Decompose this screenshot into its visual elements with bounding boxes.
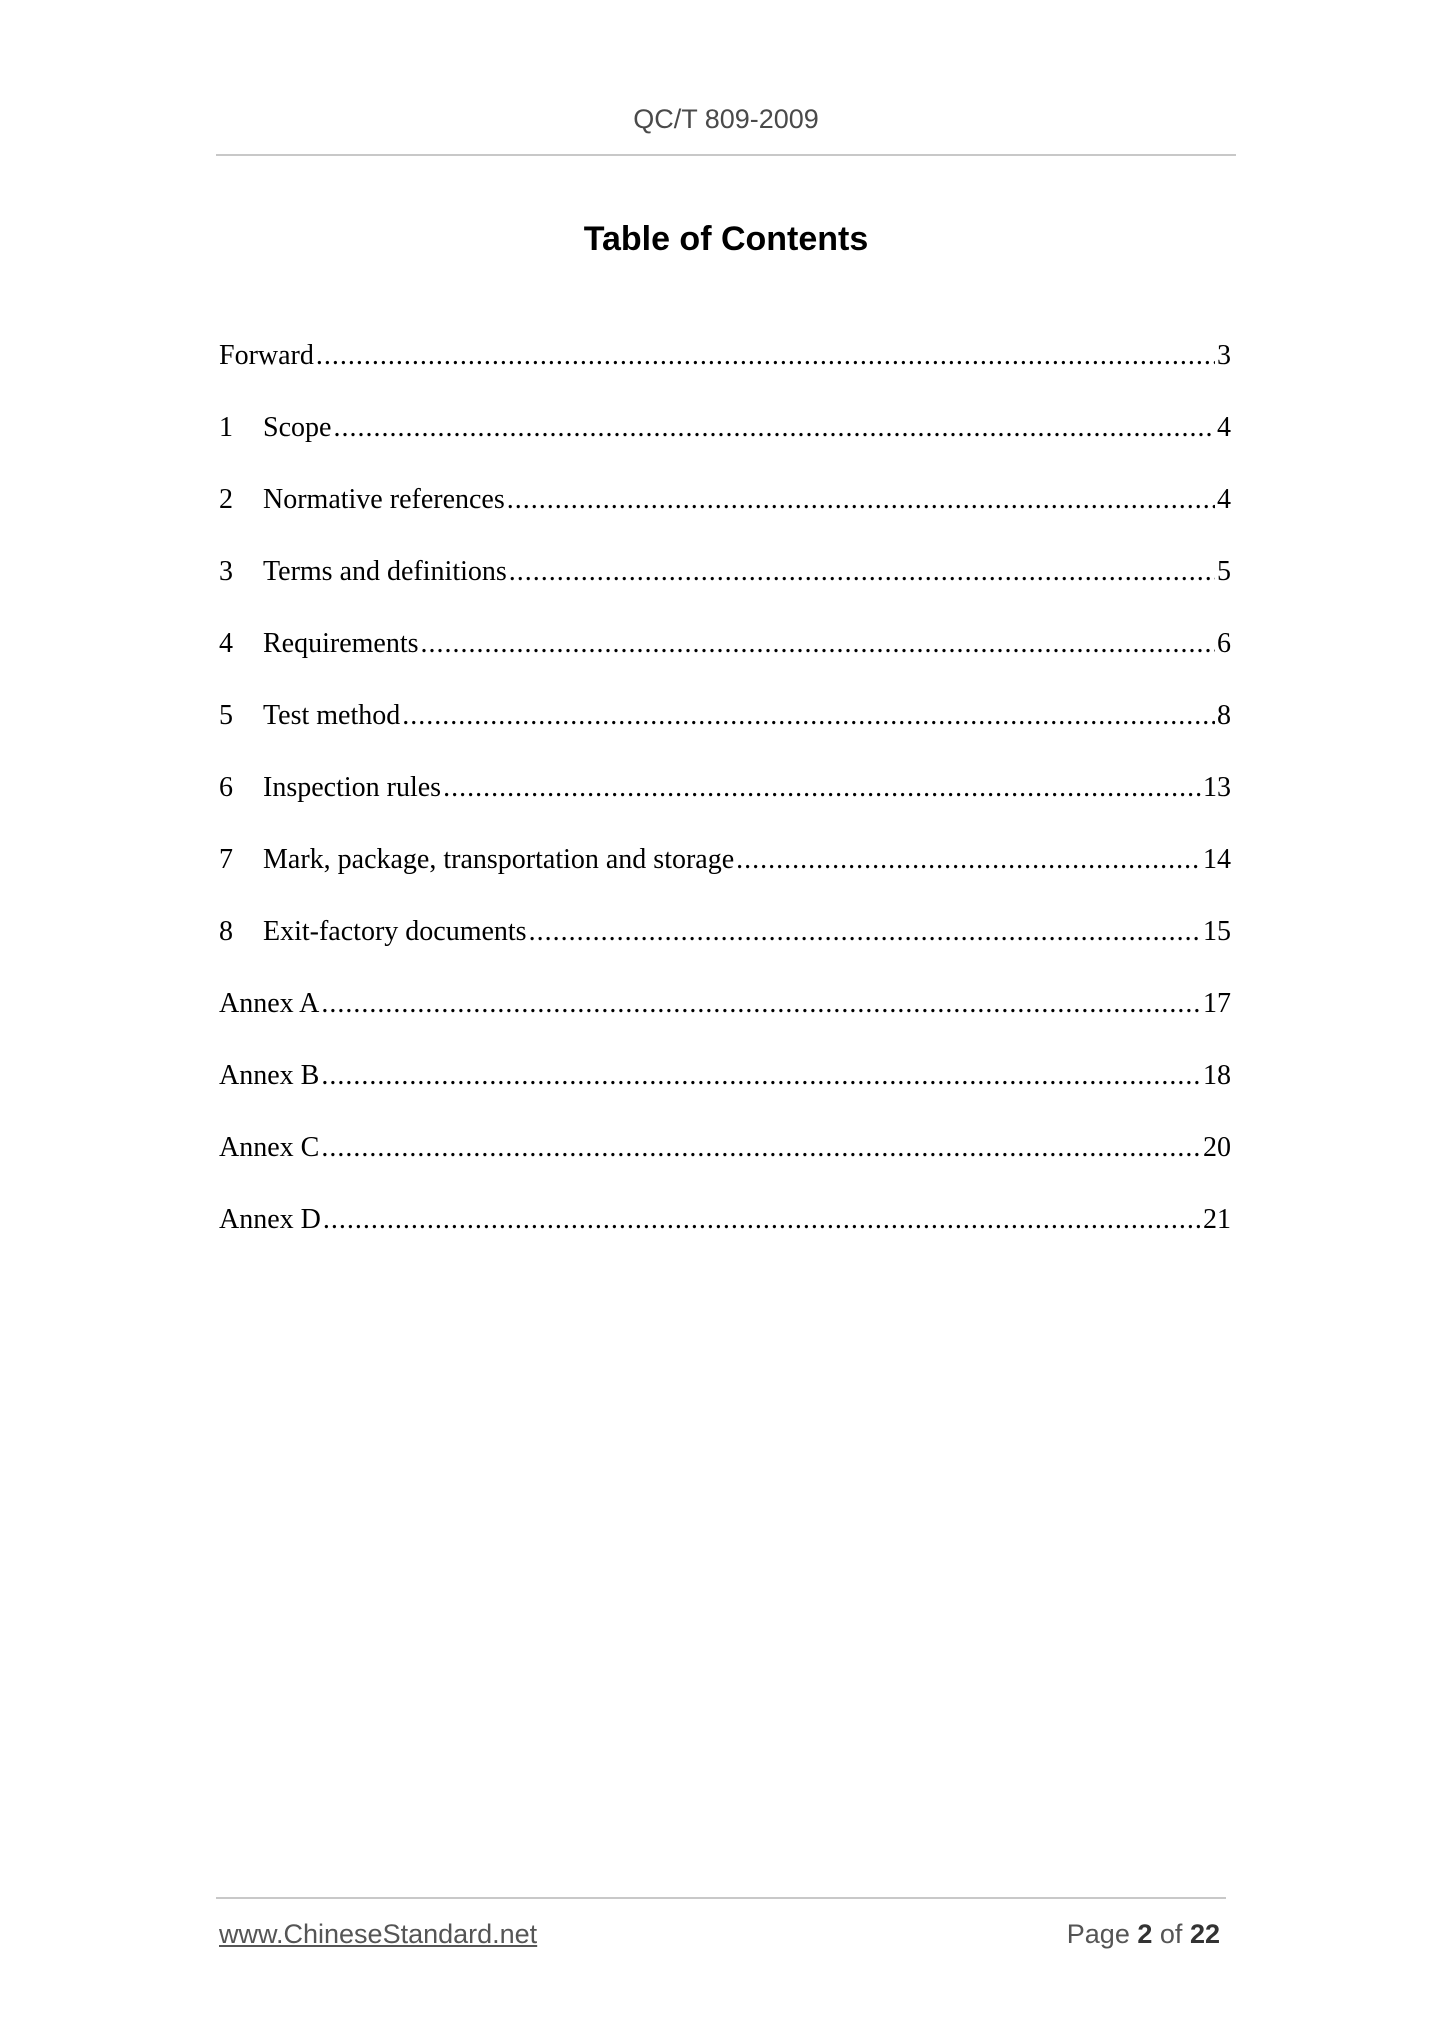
toc-entry-label: Forward (219, 340, 314, 371)
website-link[interactable]: www.ChineseStandard.net (219, 1919, 538, 1949)
toc-entry-number: 5 (219, 700, 233, 731)
toc-title: Table of Contents (583, 220, 869, 258)
toc-entry-number: 6 (219, 772, 233, 803)
toc-entry-number: 3 (219, 556, 233, 587)
toc-entry-label: Normative references (263, 484, 505, 515)
page-number-indicator (1067, 1917, 1220, 1951)
toc-list (219, 336, 1231, 1272)
toc-entry-label: Annex D (219, 1204, 321, 1235)
header-divider (216, 154, 1236, 156)
toc-entry-number: 8 (219, 916, 233, 947)
toc-entry-page: 15 (1203, 916, 1231, 947)
document-code: QC/T 809-2009 (633, 104, 819, 134)
toc-entry-annex-d[interactable] (219, 1200, 1231, 1272)
toc-entry-page: 18 (1203, 1060, 1231, 1091)
toc-dot-leader (736, 840, 1201, 880)
page-prefix: Page (1066, 1919, 1130, 1949)
toc-dot-leader (321, 1056, 1201, 1096)
toc-dot-leader (507, 480, 1215, 520)
toc-entry-scope[interactable] (219, 408, 1231, 480)
toc-entry-page: 5 (1217, 556, 1231, 587)
toc-entry-page: 8 (1217, 700, 1231, 731)
toc-dot-leader (333, 408, 1215, 448)
toc-entry-label: Scope (263, 412, 332, 443)
toc-entry-page: 21 (1203, 1204, 1231, 1235)
toc-dot-leader (316, 336, 1215, 376)
toc-entry-number: 7 (219, 844, 233, 875)
toc-entry-page: 17 (1203, 988, 1231, 1019)
toc-dot-leader (321, 984, 1201, 1024)
toc-entry-page: 13 (1203, 772, 1231, 803)
toc-entry-label: Test method (263, 700, 401, 731)
toc-entry-forward[interactable] (219, 336, 1231, 408)
toc-entry-annex-a[interactable] (219, 984, 1231, 1056)
toc-entry-page: 14 (1203, 844, 1231, 875)
toc-entry-page: 20 (1203, 1132, 1231, 1163)
toc-entry-label: Exit-factory documents (263, 916, 527, 947)
footer-divider (216, 1897, 1226, 1899)
toc-entry-normative-references[interactable] (219, 480, 1231, 552)
toc-entry-annex-c[interactable] (219, 1128, 1231, 1200)
toc-entry-inspection-rules[interactable] (219, 768, 1231, 840)
toc-entry-number: 2 (219, 484, 233, 515)
total-page-count: 22 (1189, 1919, 1220, 1949)
toc-entry-label: Annex B (219, 1060, 320, 1091)
toc-entry-label: Mark, package, transportation and storage (263, 844, 735, 875)
page-of: of (1159, 1919, 1183, 1949)
toc-entry-label: Annex C (219, 1132, 320, 1163)
toc-entry-label: Annex A (219, 988, 320, 1019)
toc-dot-leader (421, 624, 1215, 664)
toc-dot-leader (402, 696, 1215, 736)
toc-dot-leader (509, 552, 1215, 592)
toc-dot-leader (443, 768, 1201, 808)
toc-entry-label: Requirements (263, 628, 419, 659)
toc-entry-page: 3 (1217, 340, 1231, 371)
toc-entry-exit-factory-documents[interactable] (219, 912, 1231, 984)
toc-entry-number: 1 (219, 412, 233, 443)
toc-entry-label: Terms and definitions (263, 556, 507, 587)
toc-entry-annex-b[interactable] (219, 1056, 1231, 1128)
toc-dot-leader (323, 1200, 1201, 1240)
toc-entry-page: 6 (1217, 628, 1231, 659)
toc-entry-test-method[interactable] (219, 696, 1231, 768)
toc-entry-page: 4 (1217, 412, 1231, 443)
toc-entry-terms-definitions[interactable] (219, 552, 1231, 624)
toc-entry-mark-package[interactable] (219, 840, 1231, 912)
current-page-number: 2 (1137, 1919, 1153, 1949)
toc-entry-requirements[interactable] (219, 624, 1231, 696)
toc-entry-label: Inspection rules (263, 772, 442, 803)
toc-entry-page: 4 (1217, 484, 1231, 515)
toc-entry-number: 4 (219, 628, 233, 659)
toc-dot-leader (529, 912, 1201, 952)
toc-dot-leader (321, 1128, 1201, 1168)
